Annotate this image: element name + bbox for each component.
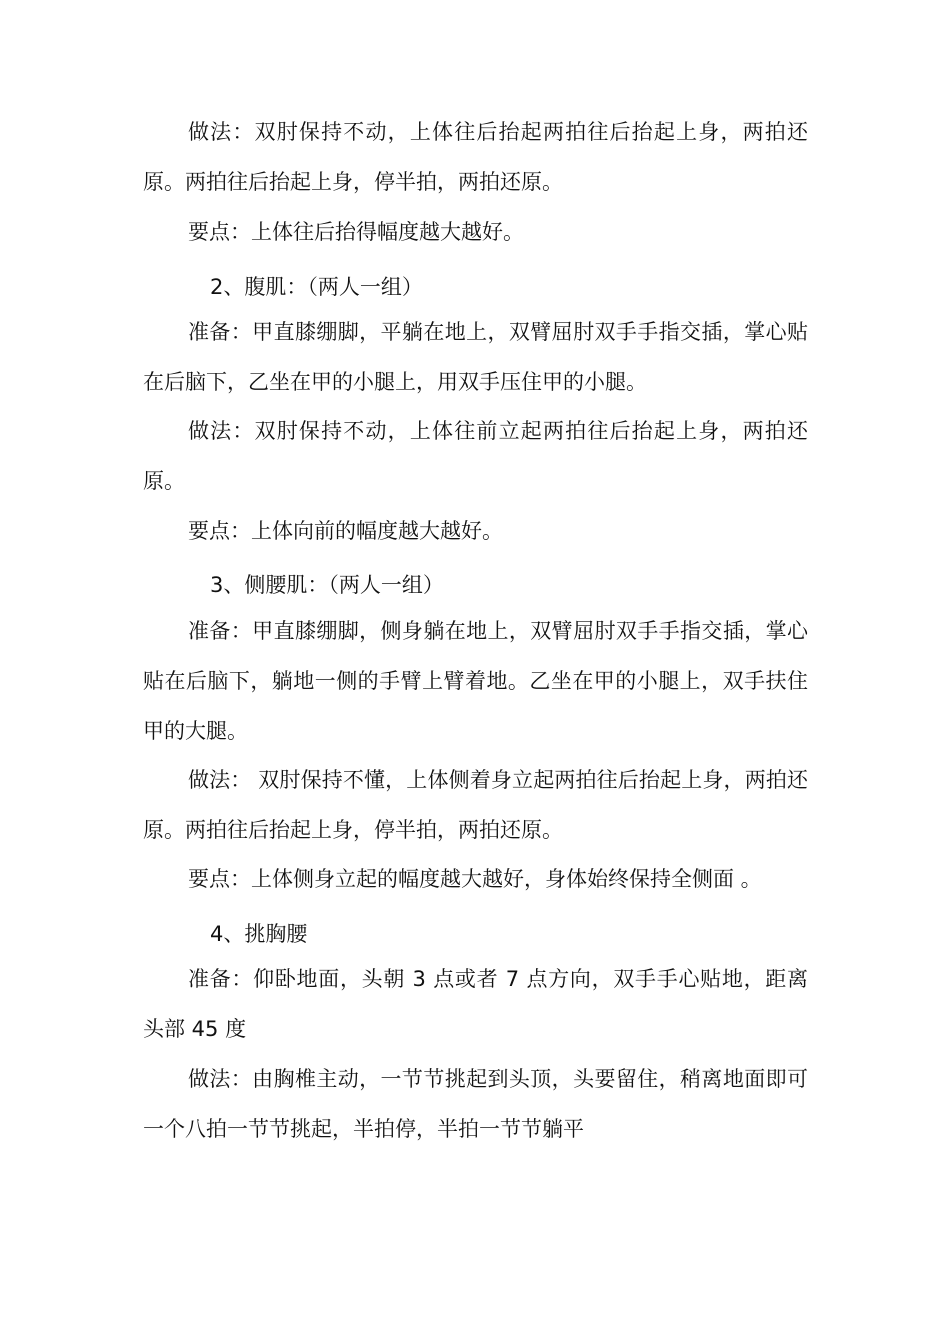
section-heading-abdominal: 2、腹肌：（两人一组） [210,275,423,299]
section-heading-side-waist: 3、侧腰肌：（两人一组） [210,573,444,597]
method-paragraph-abdominal: 做法：双肘保持不动，上体往前立起两拍往后抬起上身，两拍还原。 [143,419,808,493]
preparation-paragraph-abdominal: 准备：甲直膝绷脚，平躺在地上，双臂屈肘双手手指交插，掌心贴在后脑下，乙坐在甲的小腿上，用双手压住甲的小腿。 [143,320,808,394]
method-paragraph-side-waist: 做法： 双肘保持不懂，上体侧着身立起两拍往后抬起上身，两拍还原。两拍往后抬起上身，停半拍，两拍还原。 [143,768,808,842]
method-paragraph-chest-lift: 做法：由胸椎主动，一节节挑起到头顶，头要留住，稍离地面即可一个八拍一节节挑起，半拍停，半拍一节节躺平 [143,1067,808,1141]
key-point-paragraph-abdominal: 要点：上体向前的幅度越大越好。 [188,519,503,543]
method-paragraph-back: 做法：双肘保持不动，上体往后抬起两拍往后抬起上身，两拍还原。两拍往后抬起上身，停半拍，两拍还原。 [143,120,808,194]
preparation-paragraph-chest-lift: 准备：仰卧地面，头朝 3 点或者 7 点方向，双手手心贴地，距离头部 45 度 [143,967,808,1041]
key-point-paragraph-side-waist: 要点：上体侧身立起的幅度越大越好，身体始终保持全侧面 。 [188,867,762,891]
key-point-paragraph-back: 要点：上体往后抬得幅度越大越好。 [188,220,524,244]
section-heading-chest-lift: 4、挑胸腰 [210,922,308,946]
preparation-paragraph-side-waist: 准备：甲直膝绷脚，侧身躺在地上，双臂屈肘双手手指交插，掌心贴在后脑下，躺地一侧的手臂上臂着地。乙坐在甲的小腿上，双手扶住甲的大腿。 [143,619,808,743]
